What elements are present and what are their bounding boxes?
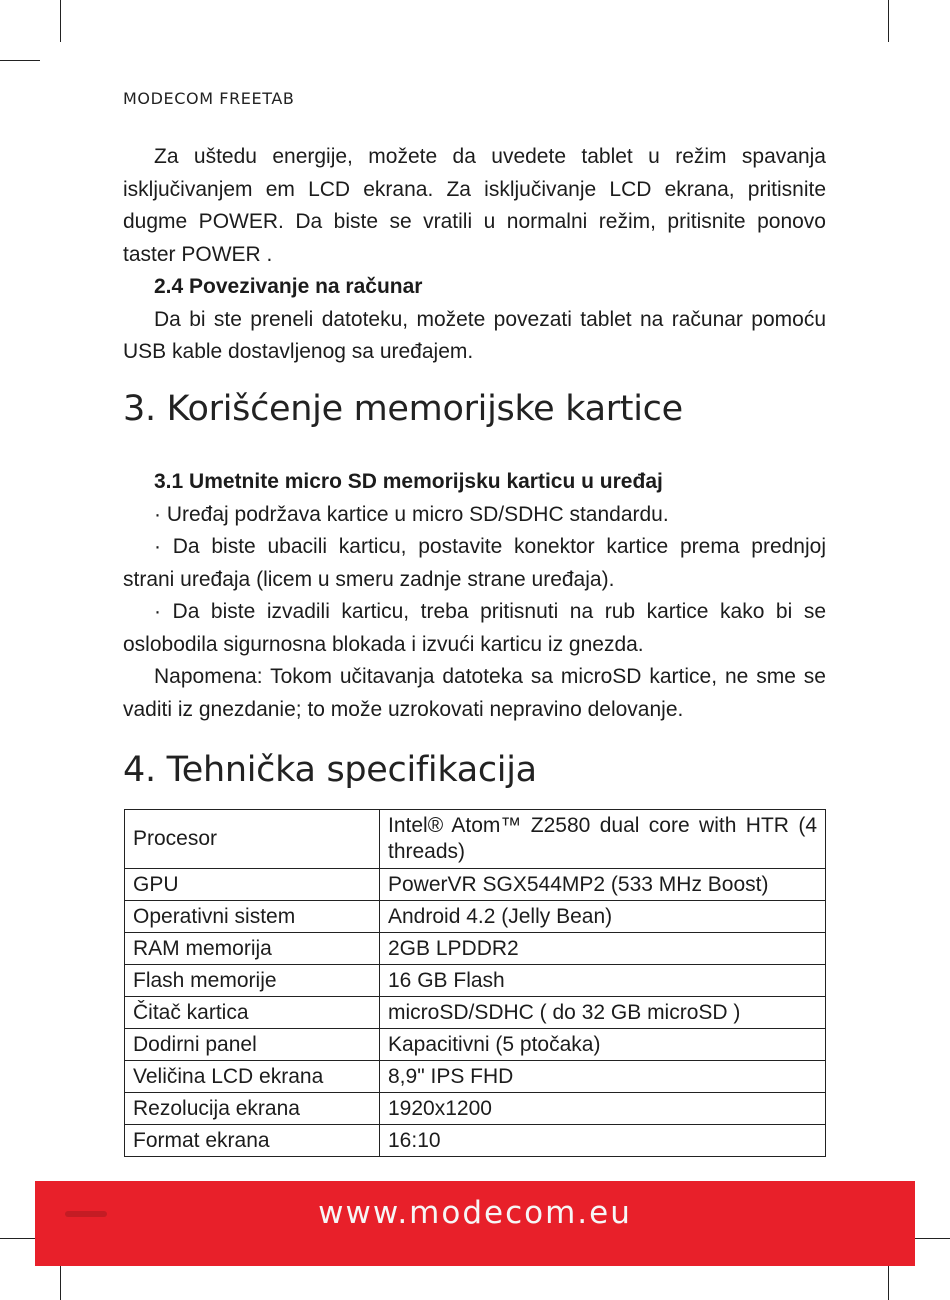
spec-value: Intel® Atom™ Z2580 dual core with HTR (4 threads): [380, 810, 826, 869]
spec-value: 8,9" IPS FHD: [380, 1061, 826, 1093]
spec-table: [124, 809, 826, 1157]
spec-value: 16:10: [380, 1125, 826, 1157]
bullet-item: · Da biste ubacili karticu, postavite konektor kartice prema prednjoj strani uređaja (licem u smeru zadnje strane uređaja).: [123, 535, 826, 591]
spec-label: Veličina LCD ekrana: [125, 1061, 380, 1093]
spec-value: 2GB LPDDR2: [380, 933, 826, 965]
spec-label: RAM memorija: [125, 933, 380, 965]
section-4-heading: 4. Tehnička specifikacija: [123, 750, 537, 790]
table-row: [125, 1061, 826, 1093]
connect-paragraph: Da bi ste preneli datoteku, možete povezati tablet na računar pomoću USB kable dostavljenog sa uređajem.: [123, 307, 826, 363]
footer-band: [35, 1181, 915, 1266]
spec-value: 16 GB Flash: [380, 965, 826, 997]
table-row: [125, 1029, 826, 1061]
table-row: [125, 933, 826, 965]
spec-value: PowerVR SGX544MP2 (533 MHz Boost): [380, 869, 826, 901]
table-row: [125, 1093, 826, 1125]
spec-label: GPU: [125, 869, 380, 901]
crop-mark: [888, 0, 889, 42]
crop-mark: [0, 60, 40, 61]
footer-url[interactable]: www.modecom.eu: [318, 1195, 632, 1231]
crop-mark: [0, 1238, 40, 1239]
spec-value: microSD/SDHC ( do 32 GB microSD ): [380, 997, 826, 1029]
sleep-paragraph: Za uštedu energije, možete da uvedete tablet u režim spavanja isključivanjem em LCD ekrana. Za isključivanje LCD ekrana, pritisnite dugme POWER. Da biste se vratili u normalni režim, pritisnite ponovo taster POWER .: [123, 145, 826, 266]
spec-value: Kapacitivni (5 ptočaka): [380, 1029, 826, 1061]
crop-mark: [910, 1238, 950, 1239]
table-row: [125, 997, 826, 1029]
bullet-item: · Uređaj podržava kartice u micro SD/SDHC standardu.: [154, 502, 669, 526]
subheading-insert-card: 3.1 Umetnite micro SD memorijsku karticu u uređaj: [154, 470, 663, 493]
crop-mark: [60, 0, 61, 42]
spec-label: Dodirni panel: [125, 1029, 380, 1061]
card-block: [123, 466, 826, 726]
spec-label: Format ekrana: [125, 1125, 380, 1157]
intro-block: [123, 141, 826, 369]
spec-label: Rezolucija ekrana: [125, 1093, 380, 1125]
subheading-pc-connection: 2.4 Povezivanje na računar: [154, 275, 423, 298]
table-row: [125, 810, 826, 869]
spec-label: Flash memorije: [125, 965, 380, 997]
spec-value: 1920x1200: [380, 1093, 826, 1125]
running-header: MODECOM FREETAB: [123, 89, 295, 108]
section-3-heading: 3. Korišćenje memorijske kartice: [123, 389, 683, 429]
spec-label: Čitač kartica: [125, 997, 380, 1029]
bullet-item: · Da biste izvadili karticu, treba pritisnuti na rub kartice kako bi se oslobodila sigurnosna blokada i izvući karticu iz gnezda.: [123, 600, 826, 656]
spec-value: Android 4.2 (Jelly Bean): [380, 901, 826, 933]
table-row: [125, 1125, 826, 1157]
table-row: [125, 901, 826, 933]
spec-label: Procesor: [125, 810, 380, 869]
note-paragraph: Napomena: Tokom učitavanja datoteka sa microSD kartice, ne sme se vaditi iz gnezdanie; to može uzrokovati nepravino delovanje.: [123, 665, 826, 721]
spec-label: Operativni sistem: [125, 901, 380, 933]
table-row: [125, 869, 826, 901]
table-row: [125, 965, 826, 997]
